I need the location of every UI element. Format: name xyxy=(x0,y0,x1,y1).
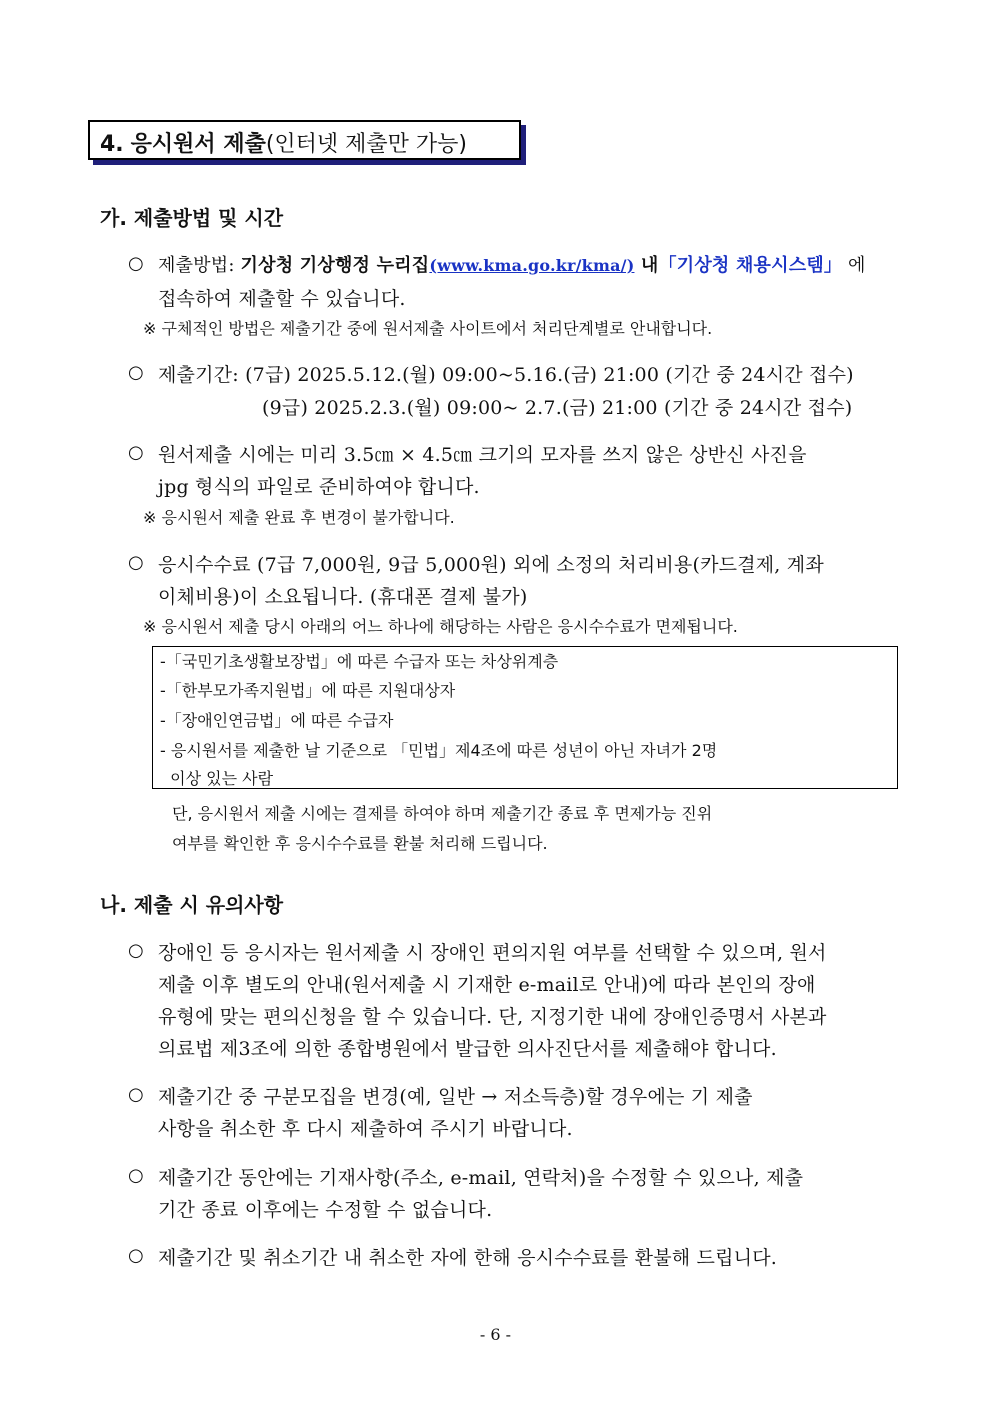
period-9th: (9급) 2025.2.3.(월) 09:00~ 2.7.(금) 21:00 (기간 중 24시간 접수) xyxy=(262,397,853,419)
method-tail: 에 xyxy=(842,255,866,276)
na-item-3-line: 제출기간 동안에는 기재사항(주소, e-mail, 연락처)을 수정할 수 있으나, 제출 xyxy=(158,1167,804,1189)
na-item-1-line: 장애인 등 응시자는 원서제출 시 장애인 편의지원 여부를 선택할 수 있으며, 원서 xyxy=(158,942,827,964)
method-site: 기상청 기상행정 누리집 xyxy=(240,255,430,276)
photo-note: ※ 응시원서 제출 완료 후 변경이 불가합니다. xyxy=(143,508,455,527)
method-line-2: 접속하여 제출할 수 있습니다. xyxy=(158,288,406,310)
period-7th: (7급) 2025.5.12.(월) 09:00~5.16.(금) 21:00 (기간 중 24시간 접수) xyxy=(245,364,854,386)
bullet-circle: ○ xyxy=(128,1084,144,1105)
kma-link[interactable]: (www.kma.go.kr/kma/) xyxy=(429,256,635,275)
subsection-na-heading: 나. 제출 시 유의사항 xyxy=(100,893,284,917)
bullet-circle: ○ xyxy=(128,940,144,961)
section-number: 4. xyxy=(100,132,124,157)
exemption-item: 이상 있는 사람 xyxy=(160,769,274,788)
period-label: 제출기간: xyxy=(158,364,246,386)
fee-line-1: 응시수수료 (7급 7,000원, 9급 5,000원) 외에 소정의 처리비용(카드결제, 계좌 xyxy=(158,554,824,576)
subsection-ga-heading: 가. 제출방법 및 시간 xyxy=(100,206,284,230)
page-number: - 6 - xyxy=(479,1325,512,1344)
na-item-3-line: 기간 종료 이후에는 수정할 수 없습니다. xyxy=(158,1199,493,1221)
bullet-circle: ○ xyxy=(128,1245,144,1266)
exemption-item: -「장애인연금법」에 따른 수급자 xyxy=(160,711,394,730)
na-item-1-line: 유형에 맞는 편의신청을 할 수 있습니다. 단, 지정기한 내에 장애인증명서 사본과 xyxy=(158,1006,827,1028)
na-item-1-line: 제출 이후 별도의 안내(원서제출 시 기재한 e-mail로 안내)에 따라 본인의 장애 xyxy=(158,974,816,996)
method-note: ※ 구체적인 방법은 제출기간 중에 원서제출 사이트에서 처리단계별로 안내합니다. xyxy=(143,319,713,338)
bullet-circle: ○ xyxy=(128,253,144,274)
method-line xyxy=(158,251,866,277)
photo-line-1: 원서제출 시에는 미리 3.5㎝ × 4.5㎝ 크기의 모자를 쓰지 않은 상반신 사진을 xyxy=(158,444,807,466)
bullet-circle: ○ xyxy=(128,442,144,463)
fee-line-2: 이체비용)이 소요됩니다. (휴대폰 결제 불가) xyxy=(158,586,528,608)
na-item-2-line: 제출기간 중 구분모집을 변경(예, 일반 → 저소득층)할 경우에는 기 제출 xyxy=(158,1086,753,1108)
section-subtitle: (인터넷 제출만 가능) xyxy=(265,132,468,157)
recruit-system-name: 「기상청 채용시스템」 xyxy=(658,255,843,276)
na-item-4-line: 제출기간 및 취소기간 내 취소한 자에 한해 응시수수료를 환불해 드립니다. xyxy=(158,1247,778,1269)
method-mid: 내 xyxy=(634,255,659,276)
refund-note-line-2: 여부를 확인한 후 응시수수료를 환불 처리해 드립니다. xyxy=(172,834,548,853)
period-line-1 xyxy=(158,360,854,387)
na-item-1-line: 의료법 제3조에 의한 종합병원에서 발급한 의사진단서를 제출해야 합니다. xyxy=(158,1038,777,1060)
photo-line-2: jpg 형식의 파일로 준비하여야 합니다. xyxy=(158,476,480,498)
na-item-2-line: 사항을 취소한 후 다시 제출하여 주시기 바랍니다. xyxy=(158,1118,573,1140)
bullet-circle: ○ xyxy=(128,552,144,573)
exemption-item: -「국민기초생활보장법」에 따른 수급자 또는 차상위계층 xyxy=(160,652,559,671)
section-title xyxy=(100,127,467,158)
exemption-item: -「한부모가족지원법」에 따른 지원대상자 xyxy=(160,681,456,700)
fee-note: ※ 응시원서 제출 당시 아래의 어느 하나에 해당하는 사람은 응시수수료가 면제됩니다. xyxy=(143,617,738,636)
refund-note-line-1: 단, 응시원서 제출 시에는 결제를 하여야 하며 제출기간 종료 후 면제가능 진위 xyxy=(172,804,713,823)
section-title-text: 응시원서 제출 xyxy=(130,132,266,157)
bullet-circle: ○ xyxy=(128,362,144,383)
method-label: 제출방법: xyxy=(158,255,241,276)
bullet-circle: ○ xyxy=(128,1165,144,1186)
exemption-item: - 응시원서를 제출한 날 기준으로 「민법」제4조에 따른 성년이 아닌 자녀가 2명 xyxy=(160,741,718,760)
